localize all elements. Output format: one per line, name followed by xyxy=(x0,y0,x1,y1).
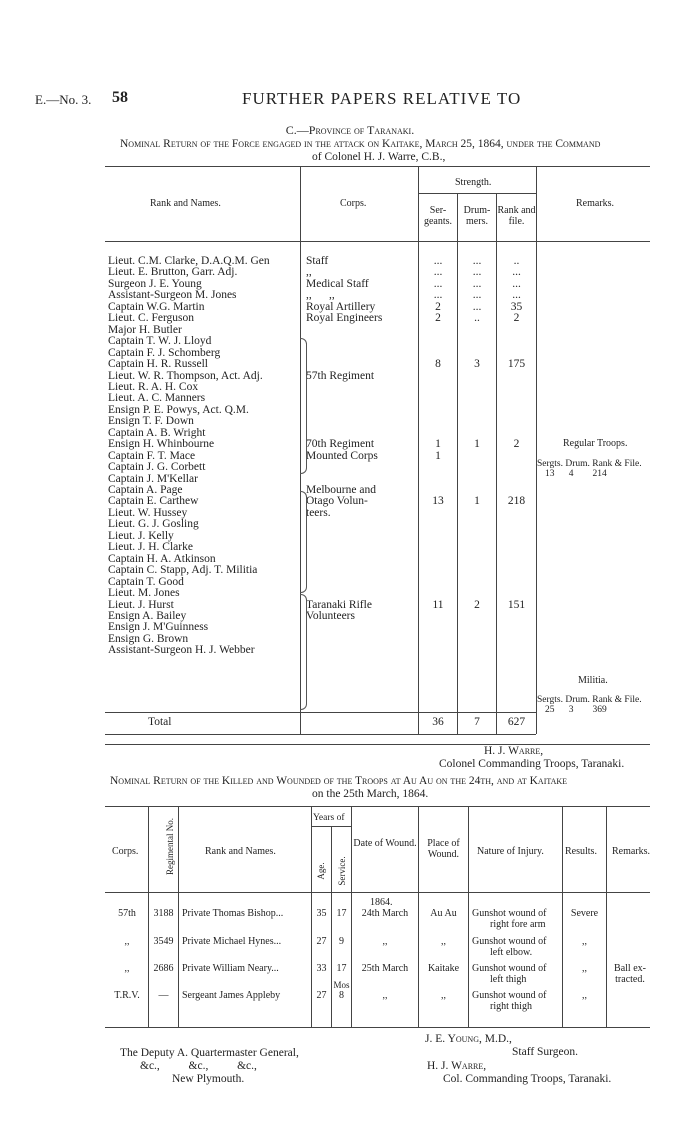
corps-cell: Staff xyxy=(306,255,329,267)
officer-name: Captain T. W. J. Lloyd xyxy=(108,335,212,348)
corps-cell: 70th Regiment xyxy=(306,438,375,451)
corps-cell: Royal Engineers xyxy=(306,312,383,325)
page-number: 58 xyxy=(112,89,128,106)
casualty-date: ,, xyxy=(382,936,388,947)
casualty-name: Private William Neary... xyxy=(182,963,279,974)
casualty-regno: 3549 xyxy=(153,936,174,947)
casualty-result: Severe xyxy=(570,908,599,919)
footer-addressee1: The Deputy A. Quartermaster General, xyxy=(120,1047,299,1059)
total-drummers: 7 xyxy=(474,716,480,728)
col2-regimental-no: Regimental No. xyxy=(165,818,175,875)
col-rank-file: Rank and file. xyxy=(497,205,536,227)
page-title: FURTHER PAPERS RELATIVE TO xyxy=(242,89,522,108)
officer-name: Lieut. E. Brutton, Garr. Adj. xyxy=(108,266,238,279)
officer-name: Lieut. G. J. Gosling xyxy=(108,518,199,531)
sergeants-cell: 2 xyxy=(435,312,441,325)
casualty-name: Sergeant James Appleby xyxy=(182,990,281,1001)
officer-name: Lieut. R. A. H. Cox xyxy=(108,380,199,393)
sergeants-cell: 13 xyxy=(432,495,444,508)
casualty-corps: T.R.V. xyxy=(114,990,140,1001)
casualty-injury: Gunshot wound of xyxy=(472,990,547,1001)
casualty-service: 17 xyxy=(336,908,347,919)
casualty-regno: — xyxy=(158,990,169,1001)
officer-name: Ensign J. M'Guinness xyxy=(108,621,209,634)
sergeants-cell: ... xyxy=(433,277,443,290)
officer-name: Lieut. C.M. Clarke, D.A.Q.M. Gen xyxy=(108,255,270,267)
remarks-militia-cols: Sergts. Drum. Rank & File. xyxy=(537,695,642,705)
sergeants-cell: 1 xyxy=(435,438,441,451)
officer-name: Captain E. Carthew xyxy=(108,495,199,508)
casualty-result: ,, xyxy=(582,963,587,974)
officer-name: Captain T. Good xyxy=(108,575,184,588)
officer-name: Surgeon J. E. Young xyxy=(108,277,202,290)
officer-name: Lieut. A. C. Manners xyxy=(108,392,206,405)
col2-date: Date of Wound. xyxy=(353,838,417,849)
caption-line2: of Colonel H. J. Warre, C.B., xyxy=(312,151,446,163)
casualty-injury-detail: left elbow. xyxy=(490,947,533,958)
rank-file-cell: ... xyxy=(512,266,521,279)
total-rank-file: 627 xyxy=(507,716,526,728)
casualty-name: Private Thomas Bishop... xyxy=(182,908,284,919)
officer-name: Captain C. Stapp, Adj. T. Militia xyxy=(108,564,258,577)
remarks-regular-vals: 13 4 214 xyxy=(545,469,607,479)
officer-name: Ensign T. F. Down xyxy=(108,415,194,428)
casualty-age: 27 xyxy=(316,936,327,947)
sergeants-cell: 1 xyxy=(435,449,441,462)
sergeants-cell: ... xyxy=(433,266,443,279)
casualty-age: 27 xyxy=(316,990,327,1001)
col2-service: Service. xyxy=(337,856,347,886)
officer-name: Captain F. T. Mace xyxy=(108,449,196,462)
casualty-injury-detail: right fore arm xyxy=(490,919,546,930)
casualty-service: 8 xyxy=(339,990,344,1001)
casualty-corps: ,, xyxy=(124,963,130,974)
sergeants-cell: 8 xyxy=(435,358,441,371)
officer-name: Captain F. J. Schomberg xyxy=(108,346,221,359)
casualty-service: 17 xyxy=(336,963,347,974)
drummers-cell: ... xyxy=(472,255,482,267)
sergeants-cell: 2 xyxy=(435,300,441,313)
corps-cell: ,, xyxy=(306,266,312,279)
col2-remarks: Remarks. xyxy=(612,846,651,857)
signature-name: H. J. Warre, xyxy=(484,745,544,757)
casualty-injury: Gunshot wound of xyxy=(472,936,547,947)
officer-name: Captain A. B. Wright xyxy=(108,426,206,439)
casualty-result: ,, xyxy=(582,990,587,1001)
officer-name: Assistant-Surgeon M. Jones xyxy=(108,289,237,302)
casualty-injury: Gunshot wound of xyxy=(472,963,547,974)
document-ref: E.—No. 3. xyxy=(35,92,92,107)
corps-cell: teers. xyxy=(306,506,331,519)
rank-file-cell: .. xyxy=(513,255,520,267)
col-sergeants: Ser-geants. xyxy=(423,205,453,227)
remarks-regular-cols: Sergts. Drum. Rank & File. xyxy=(537,459,642,469)
casualty-injury: Gunshot wound of xyxy=(472,908,547,919)
casualty-corps: ,, xyxy=(124,936,130,947)
drummers-cell: ... xyxy=(472,266,482,279)
officer-name: Captain A. Page xyxy=(108,484,183,496)
officer-name: Lieut. J. Hurst xyxy=(108,598,174,611)
drummers-cell: 1 xyxy=(474,438,480,451)
casualty-date: 25th March xyxy=(361,963,409,974)
col-rank-names: Rank and Names. xyxy=(150,198,221,209)
officer-name: Assistant-Surgeon H. J. Webber xyxy=(108,644,255,657)
casualty-place: Au Au xyxy=(430,908,457,919)
year-label: 1864. xyxy=(370,897,393,908)
casualty-service-unit: Mos xyxy=(333,980,350,990)
casualty-place: Kaitake xyxy=(427,963,460,974)
col2-rank-names: Rank and Names. xyxy=(205,846,276,857)
rank-file-cell: 2 xyxy=(513,438,520,451)
casualty-injury-detail: right thigh xyxy=(490,1001,532,1012)
rank-file-cell: 35 xyxy=(510,300,523,313)
casualty-place: ,, xyxy=(441,936,446,947)
footer-addressee2: &c., &c., &c., xyxy=(140,1060,257,1072)
casualty-corps: 57th xyxy=(118,908,136,919)
drummers-cell: ... xyxy=(472,289,482,302)
rank-file-cell: 218 xyxy=(507,495,526,508)
officer-name: Lieut. J. Kelly xyxy=(108,529,174,542)
footer-signer2-title: Col. Commanding Troops, Taranaki. xyxy=(443,1073,612,1085)
casualty-regno: 2686 xyxy=(153,963,174,974)
rank-file-cell: 151 xyxy=(507,598,526,611)
corps-cell: Royal Artillery xyxy=(306,300,376,313)
signature-title: Colonel Commanding Troops, Taranaki. xyxy=(439,758,625,770)
casualty-name: Private Michael Hynes... xyxy=(182,936,282,947)
officer-name: Ensign P. E. Powys, Act. Q.M. xyxy=(108,403,249,416)
officer-name: Captain J. G. Corbett xyxy=(108,461,206,474)
sergeants-cell: 11 xyxy=(432,598,444,611)
officer-name: Lieut. C. Ferguson xyxy=(108,312,195,325)
officer-name: Lieut. M. Jones xyxy=(108,587,180,600)
col2-years-of: Years of xyxy=(313,813,345,823)
casualty-age: 35 xyxy=(316,908,327,919)
corps-cell: Taranaki Rifle xyxy=(306,598,372,611)
col2-results: Results. xyxy=(565,846,597,857)
casualty-remark: Ball ex- tracted. xyxy=(614,963,646,985)
officer-name: Captain J. M'Kellar xyxy=(108,472,198,485)
casualty-result: ,, xyxy=(582,936,587,947)
rank-file-cell: 2 xyxy=(513,312,520,325)
caption2-line2: on the 25th March, 1864. xyxy=(312,788,429,800)
casualty-place: ,, xyxy=(441,990,446,1001)
col2-place: Place of Wound. xyxy=(427,838,460,860)
corps-cell: Volunteers xyxy=(306,609,355,622)
col-corps: Corps. xyxy=(340,198,367,209)
corps-cell: Otago Volun- xyxy=(306,495,368,508)
section-heading: C.—Province of Taranaki. xyxy=(285,123,415,137)
officer-name: Ensign A. Bailey xyxy=(108,609,187,622)
drummers-cell: 3 xyxy=(474,358,480,371)
casualty-date: 24th March xyxy=(361,908,409,919)
officer-name: Lieut. J. H. Clarke xyxy=(108,541,193,554)
corps-cell: Medical Staff xyxy=(306,277,369,290)
col2-corps: Corps. xyxy=(112,846,139,857)
officer-name: Captain H. A. Atkinson xyxy=(108,552,216,565)
footer-signer1: J. E. Young, M.D., xyxy=(425,1033,512,1045)
caption-line1: Nominal Return of the Force engaged in the attack on Kaitake, March 25, 1864, under the Command xyxy=(120,138,601,150)
footer-signer2: H. J. Warre, xyxy=(427,1060,487,1072)
col-strength: Strength. xyxy=(455,177,492,188)
col-remarks: Remarks. xyxy=(576,198,615,209)
corps-cell: Melbourne and xyxy=(306,484,376,496)
officer-name: Captain W.G. Martin xyxy=(108,300,205,313)
officer-name: Lieut. W. R. Thompson, Act. Adj. xyxy=(108,369,263,382)
corps-cell: 57th Regiment xyxy=(306,369,375,382)
sergeants-cell: ... xyxy=(433,255,443,267)
col-drummers: Drum-mers. xyxy=(463,205,491,227)
casualty-service: 9 xyxy=(339,936,344,947)
officer-name: Major H. Butler xyxy=(108,323,182,336)
total-sergeants: 36 xyxy=(432,716,444,728)
remarks-regular-title: Regular Troops. xyxy=(563,438,628,449)
caption2-line1: Nominal Return of the Killed and Wounded of the Troops at Au Au on the 24th, and at Kaitake xyxy=(110,775,568,787)
officer-name: Ensign G. Brown xyxy=(108,632,189,645)
officer-name: Captain H. R. Russell xyxy=(108,358,208,371)
drummers-cell: 2 xyxy=(474,598,480,611)
drummers-cell: ... xyxy=(472,277,482,290)
drummers-cell: 1 xyxy=(474,495,480,508)
col2-age: Age. xyxy=(316,862,326,880)
casualty-regno: 3188 xyxy=(153,908,174,919)
corps-cell: ,, ,, xyxy=(306,289,335,302)
drummers-cell: .. xyxy=(474,312,480,325)
remarks-militia-title: Militia. xyxy=(578,675,608,686)
casualty-injury-detail: left thigh xyxy=(490,974,527,985)
officer-name: Ensign H. Whinbourne xyxy=(108,438,215,451)
officer-name: Lieut. W. Hussey xyxy=(108,506,188,519)
casualty-date: ,, xyxy=(382,990,388,1001)
rank-file-cell: 175 xyxy=(507,358,526,371)
sergeants-cell: ... xyxy=(433,289,443,302)
drummers-cell: ... xyxy=(472,300,482,313)
corps-cell: Mounted Corps xyxy=(306,449,378,462)
casualty-age: 33 xyxy=(316,963,327,974)
remarks-militia-vals: 25 3 369 xyxy=(545,705,607,715)
rank-file-cell: ... xyxy=(512,277,521,290)
total-label: Total xyxy=(148,716,172,728)
rank-file-cell: ... xyxy=(512,289,521,302)
footer-signer1-title: Staff Surgeon. xyxy=(512,1046,579,1058)
footer-addressee3: New Plymouth. xyxy=(172,1073,245,1085)
col2-nature: Nature of Injury. xyxy=(477,846,544,857)
